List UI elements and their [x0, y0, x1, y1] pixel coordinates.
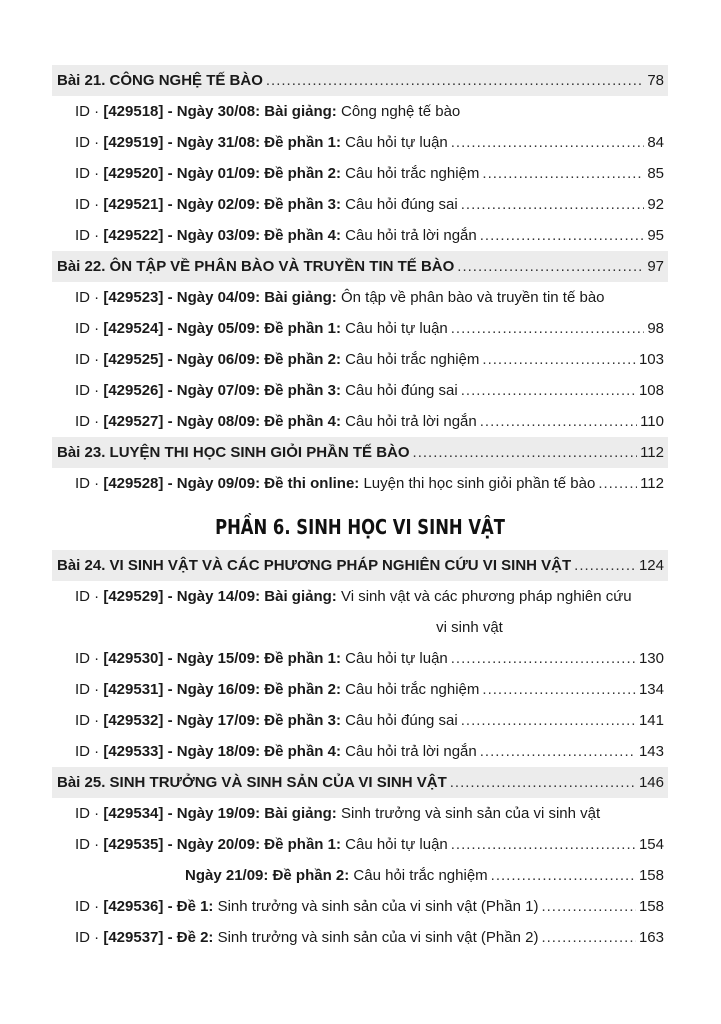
id-prefix: ID ·: [75, 196, 100, 213]
page-number: 124: [638, 557, 664, 574]
entry-id: [429535]: [103, 836, 164, 853]
page-number: 97: [647, 258, 664, 275]
entry-date: Ngày 04/09:: [176, 289, 261, 306]
toc-entry[interactable]: [52, 189, 668, 220]
toc-entry[interactable]: [52, 375, 668, 406]
entry-description: Câu hỏi đúng sai: [345, 196, 458, 213]
separator: -: [167, 588, 173, 605]
toc-entry[interactable]: [52, 798, 668, 829]
lesson-title: Bài 23. LUYỆN THI HỌC SINH GIỎI PHẦN TẾ BÀO: [57, 444, 410, 461]
dot-leader: [480, 736, 636, 767]
page-number: 112: [640, 444, 664, 461]
dot-leader: [451, 127, 645, 158]
entry-date: Ngày 03/09:: [176, 227, 261, 244]
entry-date: Ngày 20/09:: [176, 836, 261, 853]
toc-entry[interactable]: [52, 158, 668, 189]
entry-type: Bài giảng:: [264, 103, 337, 120]
separator: -: [167, 227, 173, 244]
toc-entry[interactable]: [52, 922, 668, 953]
toc-entry[interactable]: [52, 127, 668, 158]
entry-type: Đề phần 4:: [264, 743, 341, 760]
entry-type: Đề phần 3:: [264, 712, 341, 729]
page-number: 92: [647, 196, 664, 213]
entry-id: [429526]: [103, 382, 164, 399]
entry-id: [429534]: [103, 805, 164, 822]
toc-entry[interactable]: [52, 96, 668, 127]
entry-id: [429536]: [103, 898, 164, 915]
toc-entry[interactable]: [52, 829, 668, 860]
lesson-title: Bài 25. SINH TRƯỞNG VÀ SINH SẢN CỦA VI SINH VẬT: [57, 774, 447, 791]
entry-date: Ngày 08/09:: [176, 413, 261, 430]
id-prefix: ID ·: [75, 743, 100, 760]
entry-type: Đề phần 4:: [264, 413, 341, 430]
dot-leader: [482, 158, 644, 189]
dot-leader: [413, 437, 638, 468]
lesson-25-heading[interactable]: [52, 767, 668, 798]
dot-leader: [266, 65, 644, 96]
id-prefix: ID ·: [75, 836, 100, 853]
id-prefix: ID ·: [75, 805, 100, 822]
entry-id: [429527]: [103, 413, 164, 430]
entry-type: Đề 2:: [176, 929, 214, 946]
entry-description: Câu hỏi đúng sai: [345, 712, 458, 729]
separator: -: [167, 712, 173, 729]
entry-date: Ngày 16/09:: [176, 681, 261, 698]
lesson-title: Bài 22. ÔN TẬP VỀ PHÂN BÀO VÀ TRUYỀN TIN TẾ BÀO: [57, 258, 455, 275]
entry-type: Đề phần 2:: [264, 681, 341, 698]
dot-leader: [451, 313, 645, 344]
dot-leader: [461, 189, 645, 220]
page-number: 98: [647, 320, 664, 337]
toc-entry[interactable]: [52, 736, 668, 767]
id-prefix: ID ·: [75, 227, 100, 244]
entry-type: Đề phần 2:: [264, 165, 341, 182]
page-number: 84: [647, 134, 664, 151]
entry-id: [429519]: [103, 134, 164, 151]
id-prefix: ID ·: [75, 712, 100, 729]
page-number: 141: [638, 712, 664, 729]
entry-description: Câu hỏi tự luận: [345, 650, 448, 667]
entry-type: Đề phần 1:: [264, 320, 341, 337]
entry-id: [429525]: [103, 351, 164, 368]
entry-type: Đề phần 4:: [264, 227, 341, 244]
id-prefix: ID ·: [75, 681, 100, 698]
page-number: 112: [640, 475, 664, 492]
entry-date: Ngày 02/09:: [176, 196, 261, 213]
entry-type: Đề phần 1:: [264, 836, 341, 853]
entry-id: [429530]: [103, 650, 164, 667]
separator: -: [167, 898, 173, 915]
toc-entry[interactable]: [52, 643, 668, 674]
toc-entry[interactable]: [52, 705, 668, 736]
id-prefix: ID ·: [75, 898, 100, 915]
page-number: 108: [638, 382, 664, 399]
entry-date: Ngày 15/09:: [176, 650, 261, 667]
dot-leader: [491, 860, 636, 891]
separator: -: [167, 836, 173, 853]
dot-leader: [461, 375, 636, 406]
entry-id: [429520]: [103, 165, 164, 182]
id-prefix: ID ·: [75, 103, 100, 120]
id-prefix: ID ·: [75, 929, 100, 946]
lesson-21-heading[interactable]: [52, 65, 668, 96]
dot-leader: [451, 643, 636, 674]
separator: -: [167, 165, 173, 182]
toc-entry[interactable]: [52, 313, 668, 344]
dot-leader: [480, 406, 637, 437]
page-number: 110: [640, 413, 664, 430]
separator: -: [167, 413, 173, 430]
entry-description: Sinh trưởng và sinh sản của vi sinh vật (Phần 1): [217, 898, 539, 915]
id-prefix: ID ·: [75, 650, 100, 667]
entry-date: Ngày 07/09:: [176, 382, 261, 399]
part-6-title: PHẦN 6. SINH HỌC VI SINH VẬT: [215, 515, 505, 539]
id-prefix: ID ·: [75, 351, 100, 368]
entry-id: [429531]: [103, 681, 164, 698]
entry-description: Câu hỏi tự luận: [345, 320, 448, 337]
entry-description: Vi sinh vật và các phương pháp nghiên cứu: [340, 588, 632, 605]
page-number: 85: [647, 165, 664, 182]
entry-id: [429533]: [103, 743, 164, 760]
id-prefix: ID ·: [75, 475, 100, 492]
separator: -: [167, 805, 173, 822]
id-prefix: ID ·: [75, 134, 100, 151]
entry-description-continued: vi sinh vật: [436, 619, 503, 636]
entry-date: Ngày 21/09:: [185, 867, 269, 884]
entry-id: [429522]: [103, 227, 164, 244]
entry-date: Ngày 01/09:: [176, 165, 261, 182]
entry-date: Ngày 09/09:: [176, 475, 261, 492]
entry-date: Ngày 06/09:: [176, 351, 261, 368]
entry-description: Sinh trưởng và sinh sản của vi sinh vật: [340, 805, 601, 822]
dot-leader: [482, 674, 636, 705]
page-number: 130: [638, 650, 664, 667]
entry-description: Câu hỏi trắc nghiệm: [345, 165, 480, 182]
dot-leader: [541, 891, 636, 922]
entry-id: [429524]: [103, 320, 164, 337]
entry-id: [429528]: [103, 475, 164, 492]
lesson-22-heading[interactable]: [52, 251, 668, 282]
id-prefix: ID ·: [75, 320, 100, 337]
entry-id: [429523]: [103, 289, 164, 306]
page-number: 163: [638, 929, 664, 946]
dot-leader: [480, 220, 645, 251]
separator: -: [167, 475, 173, 492]
toc-entry[interactable]: [52, 406, 668, 437]
dot-leader: [482, 344, 636, 375]
entry-date: Ngày 17/09:: [176, 712, 261, 729]
page-number: 158: [638, 898, 664, 915]
entry-description: Câu hỏi trắc nghiệm: [353, 867, 488, 884]
entry-type: Đề phần 3:: [264, 196, 341, 213]
dot-leader: [541, 922, 636, 953]
dot-leader: [598, 468, 637, 499]
entry-description: Câu hỏi trắc nghiệm: [345, 681, 480, 698]
id-prefix: ID ·: [75, 382, 100, 399]
entry-description: Câu hỏi tự luận: [345, 836, 448, 853]
entry-type: Đề phần 2:: [264, 351, 341, 368]
entry-date: Ngày 05/09:: [176, 320, 261, 337]
entry-description: Câu hỏi trả lời ngắn: [345, 413, 477, 430]
entry-description: Sinh trưởng và sinh sản của vi sinh vật (Phần 2): [217, 929, 539, 946]
page-number: 154: [638, 836, 664, 853]
entry-type: Đề phần 1:: [264, 134, 341, 151]
dot-leader: [574, 550, 636, 581]
entry-type: Bài giảng:: [264, 588, 337, 605]
lesson-24-heading[interactable]: [52, 550, 668, 581]
page-number: 146: [638, 774, 664, 791]
separator: -: [167, 743, 173, 760]
page-number: 103: [638, 351, 664, 368]
separator: -: [167, 196, 173, 213]
entry-description: Câu hỏi trắc nghiệm: [345, 351, 480, 368]
entry-type: Đề 1:: [176, 898, 214, 915]
toc-entry[interactable]: [52, 282, 668, 313]
entry-description: Câu hỏi trả lời ngắn: [345, 743, 477, 760]
dot-leader: [451, 829, 636, 860]
entry-date: Ngày 30/08:: [176, 103, 261, 120]
separator: -: [167, 103, 173, 120]
entry-description: Luyện thi học sinh giỏi phần tế bào: [363, 475, 596, 492]
toc-entry[interactable]: [52, 344, 668, 375]
toc-entry[interactable]: [52, 468, 668, 499]
entry-date: Ngày 18/09:: [176, 743, 261, 760]
dot-leader: [450, 767, 636, 798]
entry-type: Bài giảng:: [264, 289, 337, 306]
page-number: 143: [638, 743, 664, 760]
lesson-title: Bài 24. VI SINH VẬT VÀ CÁC PHƯƠNG PHÁP NGHIÊN CỨU VI SINH VẬT: [57, 557, 572, 574]
separator: -: [167, 351, 173, 368]
entry-id: [429518]: [103, 103, 164, 120]
toc-entry[interactable]: [52, 891, 668, 922]
id-prefix: ID ·: [75, 413, 100, 430]
entry-date: Ngày 14/09:: [176, 588, 261, 605]
separator: -: [167, 134, 173, 151]
entry-description: Câu hỏi tự luận: [345, 134, 448, 151]
entry-type: Bài giảng:: [264, 805, 337, 822]
page-number: 78: [647, 72, 664, 89]
entry-id: [429521]: [103, 196, 164, 213]
dot-leader: [457, 251, 644, 282]
toc-entry-sub[interactable]: [52, 860, 668, 891]
dot-leader: [461, 705, 636, 736]
lesson-23-heading[interactable]: [52, 437, 668, 468]
toc-entry[interactable]: [52, 674, 668, 705]
toc-entry[interactable]: [52, 220, 668, 251]
entry-type: Đề phần 3:: [264, 382, 341, 399]
id-prefix: ID ·: [75, 165, 100, 182]
entry-description: Công nghệ tế bào: [340, 103, 461, 120]
lesson-title: Bài 21. CÔNG NGHỆ TẾ BÀO: [57, 72, 263, 89]
entry-type: Đề phần 2:: [272, 867, 350, 884]
entry-date: Ngày 31/08:: [176, 134, 261, 151]
entry-description: Ôn tập về phân bào và truyền tin tế bào: [340, 289, 605, 306]
separator: -: [167, 929, 173, 946]
entry-type: Đề thi online:: [264, 475, 360, 492]
entry-id: [429529]: [103, 588, 164, 605]
separator: -: [167, 289, 173, 306]
entry-description: Câu hỏi đúng sai: [345, 382, 458, 399]
toc-entry-429529[interactable]: [52, 581, 668, 643]
separator: -: [167, 681, 173, 698]
separator: -: [167, 382, 173, 399]
entry-date: Ngày 19/09:: [176, 805, 261, 822]
entry-type: Đề phần 1:: [264, 650, 341, 667]
table-of-contents: [52, 65, 668, 953]
entry-id: [429532]: [103, 712, 164, 729]
separator: -: [167, 650, 173, 667]
page-number: 134: [638, 681, 664, 698]
page-number: 158: [638, 867, 664, 884]
id-prefix: ID ·: [75, 588, 100, 605]
entry-description: Câu hỏi trả lời ngắn: [345, 227, 477, 244]
id-prefix: ID ·: [75, 289, 100, 306]
page-number: 95: [647, 227, 664, 244]
entry-id: [429537]: [103, 929, 164, 946]
separator: -: [167, 320, 173, 337]
